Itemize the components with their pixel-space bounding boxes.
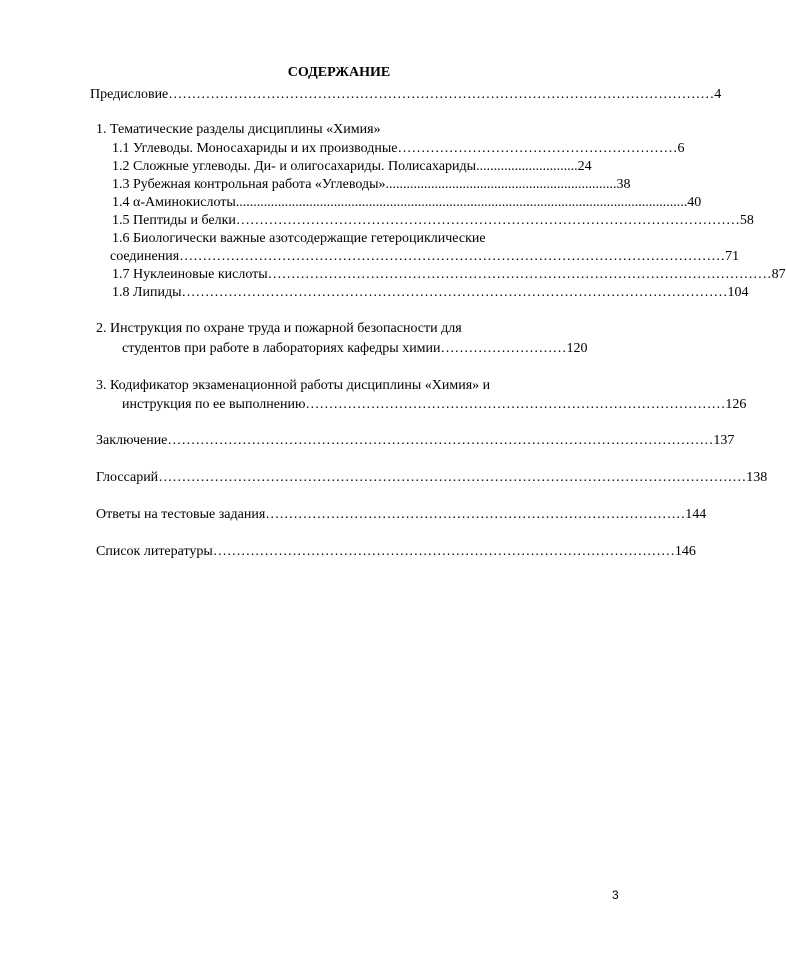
toc-page: 87 — [771, 267, 786, 282]
toc-label: инструкция по ее выполнению — [122, 397, 306, 412]
toc-page: 138 — [746, 470, 768, 485]
toc-label: Глоссарий — [96, 470, 159, 485]
toc-leader: ……………………………………………………………………………………………………… — [179, 249, 726, 264]
toc-label: Ответы на тестовые задания — [96, 507, 266, 522]
toc-label: 1.5 Пептиды и белки — [112, 213, 236, 228]
toc-label: Список литературы — [96, 544, 213, 559]
toc-label: 1.2 Сложные углеводы. Ди- и олигосахариды. Полисахариды — [112, 159, 477, 174]
toc-leader: ……………………………………………………………………………………………… — [267, 267, 772, 282]
toc-section-heading-2[interactable]: 2. Инструкция по охране труда и пожарной безопасности для — [96, 321, 462, 336]
toc-entry-2[interactable] — [122, 340, 588, 358]
toc-page: 120 — [566, 341, 588, 356]
toc-page: 58 — [739, 213, 754, 228]
toc-entry-1-6-line1[interactable]: 1.6 Биологически важные азотсодержащие гетероциклические — [112, 231, 486, 246]
toc-leader: ……………………………………………………………………………………………… — [235, 213, 740, 228]
toc-entry-1-8[interactable] — [112, 284, 749, 302]
toc-label: 1.1 Углеводы. Моносахариды и их производные — [112, 141, 398, 156]
toc-page: 144 — [685, 507, 707, 522]
toc-entry-1-7[interactable] — [112, 266, 786, 284]
toc-page: 24 — [577, 159, 592, 174]
toc-page: 40 — [687, 195, 702, 210]
toc-page: 71 — [725, 249, 740, 264]
toc-label: студентов при работе в лабораториях кафедры химии — [122, 341, 441, 356]
toc-label: 1.7 Нуклеиновые кислоты — [112, 267, 268, 282]
toc-page: 104 — [727, 285, 749, 300]
toc-leader: ............................. — [476, 159, 578, 174]
toc-section-heading-3[interactable]: 3. Кодификатор экзаменационной работы дисциплины «Химия» и — [96, 378, 491, 393]
toc-leader: ................................................................................................................................. — [235, 195, 688, 210]
toc-entry-1-4[interactable] — [112, 194, 702, 212]
toc-leader: ……………………… — [440, 341, 567, 356]
toc-leader: ……………………………………………………………………………………………………………… — [158, 470, 747, 485]
toc-label: соединения — [110, 249, 180, 264]
toc-leader: ……………………………………………………………………………… — [265, 507, 686, 522]
toc-leader: ……………………………………………………………………………… — [305, 397, 726, 412]
toc-label: 1.3 Рубежная контрольная работа «Углеводы» — [112, 177, 386, 192]
toc-entry-1-5[interactable] — [112, 212, 754, 230]
toc-label: 1.4 α-Аминокислоты — [112, 195, 236, 210]
toc-entry-1-1[interactable] — [112, 140, 685, 158]
toc-leader: ……………………………………………………………………………………………………… — [167, 433, 714, 448]
toc-leader: …………………………………………………… — [397, 141, 678, 156]
toc-entry-conclusion[interactable] — [96, 432, 735, 450]
toc-leader: .................................................................. — [385, 177, 617, 192]
toc-label: 1.8 Липиды — [112, 285, 182, 300]
toc-entry-preface[interactable] — [90, 86, 722, 104]
toc-label: Заключение — [96, 433, 168, 448]
toc-entry-1-6[interactable] — [110, 248, 740, 266]
toc-page: 146 — [674, 544, 696, 559]
toc-section-heading-1[interactable]: 1. Тематические разделы дисциплины «Химия» — [96, 122, 381, 137]
toc-page: 137 — [713, 433, 735, 448]
page-title: СОДЕРЖАНИЕ — [287, 65, 391, 80]
toc-label: Предисловие — [90, 87, 169, 102]
toc-entry-references[interactable] — [96, 543, 696, 561]
toc-entry-1-3[interactable] — [112, 176, 631, 194]
toc-page: 6 — [677, 141, 685, 156]
toc-entry-1-2[interactable] — [112, 158, 592, 176]
toc-page: 4 — [714, 87, 722, 102]
toc-page: 38 — [616, 177, 631, 192]
toc-entry-glossary[interactable] — [96, 469, 768, 487]
toc-leader: ……………………………………………………………………………………………………… — [168, 87, 715, 102]
toc-entry-answers[interactable] — [96, 506, 707, 524]
toc-entry-3[interactable] — [122, 396, 747, 414]
toc-leader: ……………………………………………………………………………………………………… — [181, 285, 728, 300]
toc-page: 126 — [725, 397, 747, 412]
page-number: 3 — [612, 888, 619, 902]
toc-leader: ……………………………………………………………………………………… — [212, 544, 675, 559]
